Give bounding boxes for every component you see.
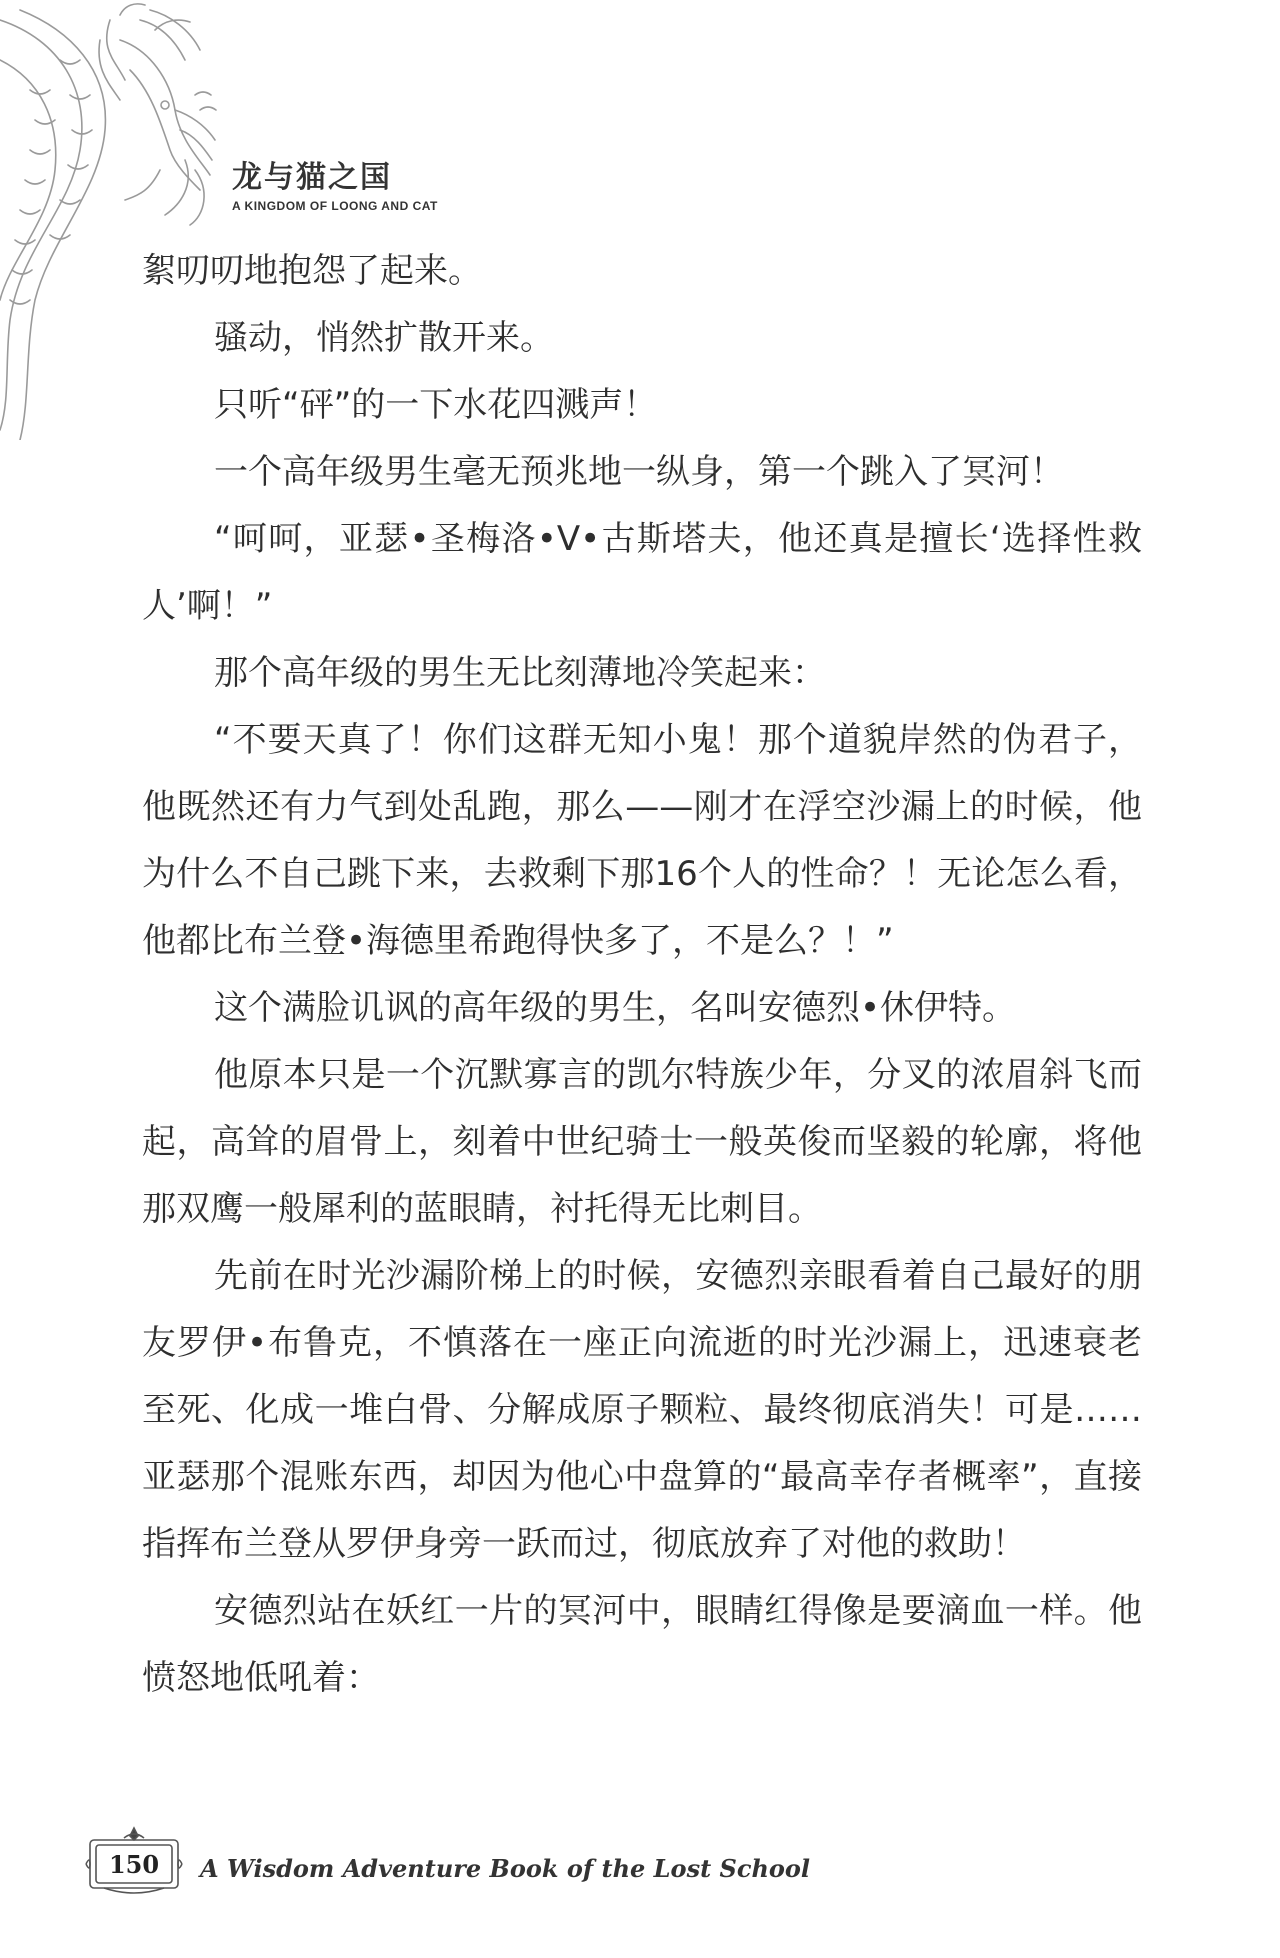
- paragraph: 骚动，悄然扩散开来。: [214, 318, 554, 358]
- page-footer: [84, 1826, 984, 1896]
- body-text: [142, 238, 1142, 1712]
- paragraph: “不要天真了！你们这群无知小鬼！那个道貌岸然的伪君子，他既然还有力气到处乱跑，那么——刚才在浮空沙漏上的时候，他为什么不自己跳下来，去救剩下那16个人的性命？！无论怎么看，他都比布兰登•海德里希跑得快多了，不是么？！”: [142, 720, 1142, 961]
- book-subtitle: A KINGDOM OF LOONG AND CAT: [232, 199, 438, 213]
- page-number: 150: [108, 1850, 160, 1879]
- book-title: 龙与猫之国: [232, 160, 392, 195]
- paragraph: 一个高年级男生毫无预兆地一纵身，第一个跳入了冥河！: [214, 452, 1064, 492]
- paragraph: “呵呵，亚瑟•圣梅洛•V•古斯塔夫，他还真是擅长‘选择性救人’啊！”: [142, 519, 1142, 626]
- paragraph: 只听“砰”的一下水花四溅声！: [214, 385, 658, 425]
- page-header: [232, 160, 438, 214]
- paragraph: 这个满脸讥讽的高年级的男生，名叫安德烈•休伊特。: [214, 988, 1017, 1028]
- paragraph: 絮叨叨地抱怨了起来。: [142, 251, 482, 291]
- paragraph: 先前在时光沙漏阶梯上的时候，安德烈亲眼看着自己最好的朋友罗伊•布鲁克，不慎落在一座正向流逝的时光沙漏上，迅速衰老至死、化成一堆白骨、分解成原子颗粒、最终彻底消失！可是……亚瑟那个混账东西，却因为他心中盘算的“最高幸存者概率”，直接指挥布兰登从罗伊身旁一跃而过，彻底放弃了对他的救助！: [142, 1256, 1142, 1564]
- paragraph: 他原本只是一个沉默寡言的凯尔特族少年，分叉的浓眉斜飞而起，高耸的眉骨上，刻着中世纪骑士一般英俊而坚毅的轮廓，将他那双鹰一般犀利的蓝眼睛，衬托得无比刺目。: [142, 1055, 1142, 1229]
- series-title: A Wisdom Adventure Book of the Lost School: [200, 1854, 811, 1883]
- paragraph: 安德烈站在妖红一片的冥河中，眼睛红得像是要滴血一样。他愤怒地低吼着：: [142, 1591, 1142, 1698]
- paragraph: 那个高年级的男生无比刻薄地冷笑起来：: [214, 653, 826, 693]
